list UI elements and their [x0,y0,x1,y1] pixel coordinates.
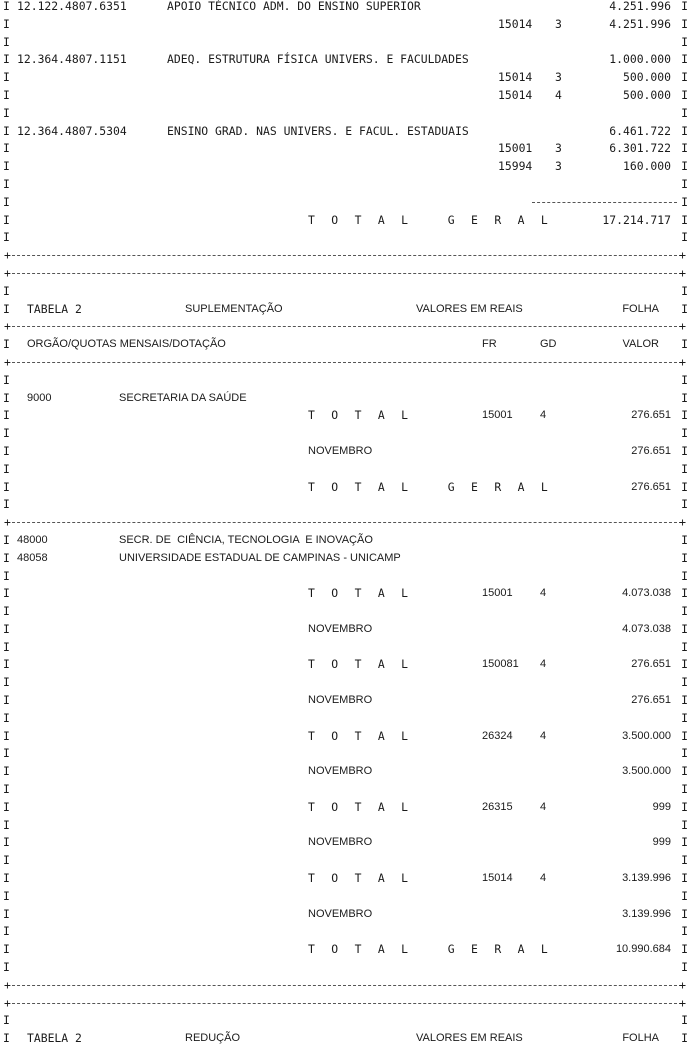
org-row [3,390,688,408]
month-value: 276.651 [631,444,671,457]
border-right: I [681,123,688,138]
org-name: SECR. DE CIÊNCIA, TECNOLOGIA E INOVAÇÃO [119,533,373,546]
program-row [3,0,688,16]
border-left: I [3,105,10,120]
month-value: 4.073.038 [622,622,671,635]
table-folha-label: FOLHA [622,1032,659,1045]
total-gd: 4 [540,872,547,885]
org-sub-row [3,550,688,568]
org-row [3,532,688,550]
month-label: NOVEMBRO [308,694,373,707]
separator-corner: + [4,354,11,369]
border-right: I [681,782,688,797]
total-gd: 4 [540,729,547,742]
month-value: 3.139.996 [622,907,671,920]
total-fr: 26315 [482,800,513,813]
separator-rule [7,326,682,327]
total-label: T O T A L [308,408,413,423]
separator-corner: + [679,319,686,334]
border-left: I [3,942,10,957]
border-left: I [3,1031,10,1046]
separator-rule [7,1003,682,1004]
separator-corner: + [4,248,11,263]
total-geral-row [3,212,688,230]
border-right: I [681,675,688,690]
border-left: I [3,34,10,49]
program-amount: 6.461.722 [609,123,671,138]
blank-line [3,888,688,906]
border-left: I [3,657,10,672]
blank-line [3,745,688,763]
separator-corner: + [4,265,11,280]
sub-gd: 4 [555,87,562,102]
table-number: TABELA 2 [27,1031,82,1046]
border-right: I [681,1031,688,1046]
border-right: I [681,960,688,975]
border-right: I [681,888,688,903]
sub-fr: 15001 [498,141,533,156]
separator-corner: + [679,995,686,1010]
border-left: I [3,337,10,352]
border-right: I [681,34,688,49]
separator-corner: + [679,977,686,992]
separator-corner: + [679,248,686,263]
table-number: TABELA 2 [27,301,82,316]
total-fr: 150081 [482,658,519,671]
blank-line [3,372,688,390]
border-left: I [3,568,10,583]
total-label: T O T A L [308,728,413,743]
sub-value: 500.000 [622,87,671,102]
total-geral-label: T O T A L G E R A L [308,942,553,957]
border-right: I [681,604,688,619]
separator-rule [7,273,682,274]
month-row [3,763,688,781]
program-code: 12.364.4807.5304 [17,123,127,138]
border-right: I [681,16,688,31]
border-left: I [3,906,10,921]
org-sub-name: UNIVERSIDADE ESTADUAL DE CAMPINAS - UNICAMP [119,551,401,564]
border-right: I [681,301,688,316]
budget-document [3,0,688,1048]
org-name: SECRETARIA DA SAÚDE [119,391,247,404]
border-right: I [681,159,688,174]
total-fr: 15001 [482,587,513,600]
sub-value: 4.251.996 [609,16,671,31]
separator-line [5,318,685,336]
table-values-label: VALORES EM REAIS [416,1032,523,1045]
border-right: I [681,230,688,245]
month-row [3,443,688,461]
blank-line [3,852,688,870]
border-left: I [3,283,10,298]
border-left: I [3,70,10,85]
border-right: I [681,426,688,441]
border-left: I [3,52,10,67]
border-right: I [681,408,688,423]
blank-line [3,176,688,194]
total-label: T O T A L [308,657,413,672]
blank-line [3,959,688,977]
column-fr: FR [482,338,497,351]
total-value: 3.500.000 [622,729,671,742]
border-right: I [681,639,688,654]
border-right: I [681,799,688,814]
border-left: I [3,176,10,191]
sub-fr: 15014 [498,70,533,85]
border-left: I [3,764,10,779]
border-right: I [681,497,688,512]
sub-value: 160.000 [622,159,671,174]
border-left: I [3,497,10,512]
sub-gd: 3 [555,159,562,174]
blank-line [3,461,688,479]
total-gd: 4 [540,409,547,422]
border-left: I [3,159,10,174]
total-label: T O T A L [308,586,413,601]
total-value: 276.651 [631,409,671,422]
border-left: I [3,141,10,156]
table-type: SUPLEMENTAÇÃO [185,302,283,315]
month-value: 276.651 [631,694,671,707]
border-left: I [3,16,10,31]
blank-line [3,710,688,728]
border-left: I [3,675,10,690]
separator-corner: + [679,515,686,530]
border-left: I [3,372,10,387]
blank-line [3,923,688,941]
total-fr: 15014 [482,872,513,885]
total-value: 4.073.038 [622,587,671,600]
month-row [3,621,688,639]
border-left: I [3,123,10,138]
border-right: I [681,924,688,939]
sub-fr: 15994 [498,159,533,174]
month-label: NOVEMBRO [308,444,373,457]
border-right: I [681,710,688,725]
total-geral-row [3,479,688,497]
table-header [3,1030,688,1048]
border-right: I [681,817,688,832]
border-left: I [3,853,10,868]
border-right: I [681,176,688,191]
border-left: I [3,212,10,227]
blank-line [3,229,688,247]
separator-rule [7,522,682,523]
border-right: I [681,728,688,743]
border-right: I [681,871,688,886]
border-right: I [681,532,688,547]
border-right: I [681,853,688,868]
blank-line [3,568,688,586]
border-left: I [3,782,10,797]
border-left: I [3,586,10,601]
total-row [3,407,688,425]
total-row [3,870,688,888]
sub-gd: 3 [555,70,562,85]
blank-line [3,781,688,799]
separator-corner: + [4,515,11,530]
border-left: I [3,888,10,903]
border-left: I [3,230,10,245]
month-label: NOVEMBRO [308,765,373,778]
border-right: I [681,283,688,298]
separator-corner: + [4,319,11,334]
separator-line [5,995,685,1013]
separator-line [5,514,685,532]
border-left: I [3,835,10,850]
program-sub-row [3,158,688,176]
border-right: I [681,764,688,779]
program-description: ENSINO GRAD. NAS UNIVERS. E FACUL. ESTADUAIS [167,123,469,138]
blank-line [3,105,688,123]
program-row [3,123,688,141]
border-left: I [3,924,10,939]
blank-line [3,425,688,443]
border-right: I [681,693,688,708]
border-right: I [681,746,688,761]
border-right: I [681,105,688,120]
total-gd: 4 [540,800,547,813]
border-right: I [681,657,688,672]
border-left: I [3,746,10,761]
border-left: I [3,194,10,209]
border-right: I [681,337,688,352]
border-right: I [681,479,688,494]
program-sub-row [3,69,688,87]
border-right: I [681,70,688,85]
org-code: 48000 [17,533,48,546]
separator-line [5,977,685,995]
border-left: I [3,532,10,547]
month-row [3,834,688,852]
org-code: 9000 [27,391,52,404]
total-value: 3.139.996 [622,872,671,885]
border-right: I [681,390,688,405]
total-gd: 4 [540,587,547,600]
border-left: I [3,710,10,725]
border-right: I [681,443,688,458]
blank-line [3,283,688,301]
total-geral-value: 276.651 [631,480,671,493]
program-code: 12.364.4807.1151 [17,52,127,67]
border-left: I [3,301,10,316]
total-geral-label: T O T A L G E R A L [308,479,553,494]
org-sub-code: 48058 [17,551,48,564]
border-left: I [3,799,10,814]
border-left: I [3,443,10,458]
program-row [3,51,688,69]
separator-rule [7,255,682,256]
total-row [3,728,688,746]
separator-rule [7,985,682,986]
border-left: I [3,728,10,743]
month-label: NOVEMBRO [308,907,373,920]
column-orgao: ORGÃO/QUOTAS MENSAIS/DOTAÇÃO [27,338,226,351]
column-header [3,336,688,354]
border-left: I [3,621,10,636]
border-right: I [681,586,688,601]
border-left: I [3,479,10,494]
total-geral-row [3,941,688,959]
border-right: I [681,906,688,921]
blank-line [3,639,688,657]
month-value: 999 [652,836,671,849]
border-left: I [3,604,10,619]
month-row [3,692,688,710]
table-values-label: VALORES EM REAIS [416,302,523,315]
separator-corner: + [679,354,686,369]
month-value: 3.500.000 [622,765,671,778]
total-geral-value: 10.990.684 [615,943,671,956]
border-left: I [3,639,10,654]
border-left: I [3,871,10,886]
border-right: I [681,1013,688,1028]
border-left: I [3,87,10,102]
border-left: I [3,0,10,13]
program-amount: 4.251.996 [609,0,671,13]
column-gd: GD [540,338,557,351]
border-left: I [3,426,10,441]
separator-line [5,354,685,372]
border-right: I [681,0,688,13]
program-description: APOIO TÉCNICO ADM. DO ENSINO SUPERIOR [167,0,421,13]
border-left: I [3,390,10,405]
blank-line [3,603,688,621]
blank-line [3,1012,688,1030]
border-right: I [681,87,688,102]
total-fr: 26324 [482,729,513,742]
separator-line [5,265,685,283]
border-right: I [681,461,688,476]
border-right: I [681,568,688,583]
border-right: I [681,212,688,227]
sub-fr: 15014 [498,16,533,31]
total-row [3,585,688,603]
month-label: NOVEMBRO [308,622,373,635]
separator-corner: + [4,995,11,1010]
separator-corner: + [679,265,686,280]
program-sub-row [3,140,688,158]
border-left: I [3,461,10,476]
total-value: 276.651 [631,658,671,671]
program-amount: 1.000.000 [609,52,671,67]
total-label: T O T A L [308,799,413,814]
border-right: I [681,621,688,636]
border-right: I [681,141,688,156]
program-code: 12.122.4807.6351 [17,0,127,13]
border-right: I [681,372,688,387]
sub-value: 6.301.722 [609,141,671,156]
table-header [3,301,688,319]
total-gd: 4 [540,658,547,671]
total-value: 999 [652,800,671,813]
month-row [3,906,688,924]
border-left: I [3,408,10,423]
separator-corner: + [4,977,11,992]
border-right: I [681,550,688,565]
sub-value: 500.000 [622,70,671,85]
separator-line [5,247,685,265]
border-right: I [681,942,688,957]
total-geral-value: 17.214.717 [602,212,671,227]
month-label: NOVEMBRO [308,836,373,849]
blank-line [3,34,688,52]
program-description: ADEQ. ESTRUTURA FÍSICA UNIVERS. E FACULDADES [167,52,469,67]
separator-rule [7,362,682,363]
blank-line [3,496,688,514]
sub-gd: 3 [555,16,562,31]
border-right: I [681,194,688,209]
total-row [3,656,688,674]
table-folha-label: FOLHA [622,302,659,315]
total-fr: 15001 [482,409,513,422]
total-geral-label: T O T A L G E R A L [308,212,553,227]
dash-line [3,194,688,212]
blank-line [3,674,688,692]
table-type: REDUÇÃO [185,1032,241,1045]
border-right: I [681,52,688,67]
border-left: I [3,1013,10,1028]
sub-fr: 15014 [498,87,533,102]
subtotal-rule [532,202,677,203]
border-left: I [3,550,10,565]
border-left: I [3,960,10,975]
sub-gd: 3 [555,141,562,156]
border-right: I [681,835,688,850]
blank-line [3,817,688,835]
program-sub-row [3,87,688,105]
program-sub-row [3,16,688,34]
total-label: T O T A L [308,871,413,886]
column-valor: VALOR [622,338,659,351]
border-left: I [3,817,10,832]
total-row [3,799,688,817]
border-left: I [3,693,10,708]
